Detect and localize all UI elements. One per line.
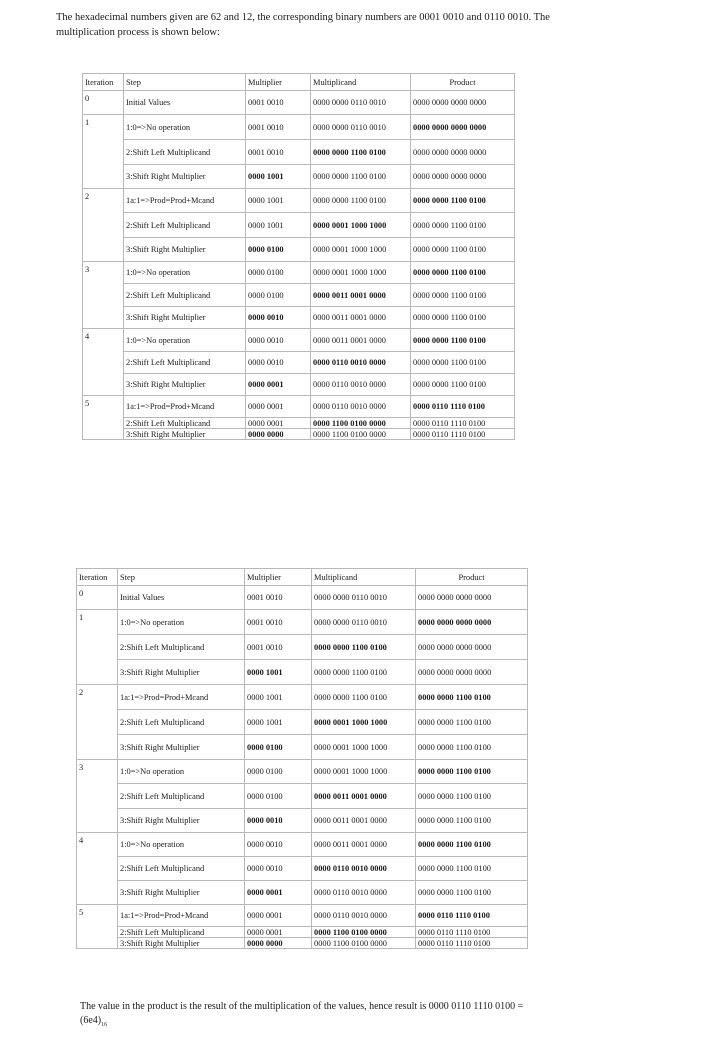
step-cell: 3:Shift Right Multiplier <box>118 809 245 833</box>
multiplicand-cell: 0000 0000 1100 0100 <box>312 635 416 660</box>
product-cell: 0000 0000 1100 0100 <box>416 784 528 809</box>
table-row <box>83 429 515 440</box>
header-step: Step <box>118 569 245 586</box>
step-cell: 2:Shift Left Multiplicand <box>118 857 245 881</box>
multiplicand-cell: 0000 0000 0110 0010 <box>312 610 416 635</box>
product-cell: 0000 0000 0000 0000 <box>416 660 528 685</box>
table-row <box>83 284 515 307</box>
table-row <box>77 881 528 905</box>
base-subscript: 16 <box>101 1022 108 1028</box>
product-cell: 0000 0000 0000 0000 <box>411 91 515 115</box>
multiplier-cell: 0000 0001 <box>245 881 312 905</box>
multiplicand-cell: 0000 1100 0100 0000 <box>311 418 411 429</box>
step-cell: 3:Shift Right Multiplier <box>124 165 246 189</box>
table-body <box>83 74 515 440</box>
multiplier-cell: 0000 0010 <box>245 809 312 833</box>
product-cell: 0000 0110 1110 0100 <box>416 938 528 949</box>
multiplicand-cell: 0000 0000 0110 0010 <box>311 91 411 115</box>
table-row <box>77 635 528 660</box>
multiplicand-cell: 0000 0110 0010 0000 <box>311 352 411 374</box>
iteration-number: 3 <box>83 262 124 329</box>
product-cell: 0000 0000 1100 0100 <box>411 352 515 374</box>
product-cell: 0000 0000 1100 0100 <box>416 833 528 857</box>
multiplicand-cell: 0000 0001 1000 1000 <box>312 735 416 760</box>
step-cell: 2:Shift Left Multiplicand <box>118 784 245 809</box>
product-cell: 0000 0000 1100 0100 <box>416 735 528 760</box>
step-cell: 1:0=>No operation <box>118 833 245 857</box>
multiplicand-cell: 0000 0001 1000 1000 <box>311 238 411 262</box>
multiplicand-cell: 0000 1100 0100 0000 <box>312 938 416 949</box>
step-cell: 2:Shift Left Multiplicand <box>124 418 246 429</box>
multiplier-cell: 0000 0100 <box>246 238 311 262</box>
table-row <box>83 307 515 329</box>
step-cell: 2:Shift Left Multiplicand <box>124 140 246 165</box>
multiplicand-cell: 0000 0000 1100 0100 <box>311 140 411 165</box>
multiplier-cell: 0000 1001 <box>245 660 312 685</box>
step-cell: 2:Shift Left Multiplicand <box>118 927 245 938</box>
multiplicand-cell: 0000 1100 0100 0000 <box>311 429 411 440</box>
iteration-number: 4 <box>83 329 124 396</box>
step-cell: 2:Shift Left Multiplicand <box>124 352 246 374</box>
multiplier-cell: 0000 0010 <box>245 857 312 881</box>
header-multiplier: Multiplier <box>245 569 312 586</box>
product-cell: 0000 0110 1110 0100 <box>411 429 515 440</box>
iteration-number: 2 <box>83 189 124 262</box>
multiplier-cell: 0000 0010 <box>246 307 311 329</box>
table-row <box>83 374 515 396</box>
multiplicand-cell: 0000 0000 1100 0100 <box>311 165 411 189</box>
iteration-number: 1 <box>77 610 118 685</box>
multiplicand-cell: 0000 0000 1100 0100 <box>311 189 411 213</box>
table-row <box>77 905 528 927</box>
step-cell: 3:Shift Right Multiplier <box>124 429 246 440</box>
step-cell: 3:Shift Right Multiplier <box>124 238 246 262</box>
product-cell: 0000 0110 1110 0100 <box>416 927 528 938</box>
multiplier-cell: 0001 0010 <box>246 140 311 165</box>
step-cell: 3:Shift Right Multiplier <box>118 881 245 905</box>
multiplicand-cell: 0000 1100 0100 0000 <box>312 927 416 938</box>
step-cell: 2:Shift Left Multiplicand <box>118 710 245 735</box>
product-cell: 0000 0000 0000 0000 <box>416 610 528 635</box>
product-cell: 0000 0000 1100 0100 <box>416 881 528 905</box>
multiplier-cell: 0000 0001 <box>246 374 311 396</box>
multiplier-cell: 0001 0010 <box>246 115 311 140</box>
multiplier-cell: 0000 1001 <box>246 213 311 238</box>
multiplicand-cell: 0000 0011 0001 0000 <box>311 284 411 307</box>
table-row <box>83 140 515 165</box>
multiplicand-cell: 0000 0000 0110 0010 <box>311 115 411 140</box>
iteration-number: 2 <box>77 685 118 760</box>
header-row <box>77 569 528 586</box>
step-cell: 3:Shift Right Multiplier <box>118 735 245 760</box>
multiplier-cell: 0001 0010 <box>246 91 311 115</box>
multiplication-table-2 <box>76 568 528 949</box>
product-cell: 0000 0000 1100 0100 <box>416 809 528 833</box>
iteration-number: 4 <box>77 833 118 905</box>
iteration-number: 3 <box>77 760 118 833</box>
product-cell: 0000 0000 1100 0100 <box>411 213 515 238</box>
table-row <box>83 329 515 352</box>
header-product: Product <box>416 569 528 586</box>
header-multiplicand: Multiplicand <box>311 74 411 91</box>
product-cell: 0000 0000 0000 0000 <box>411 140 515 165</box>
multiplier-cell: 0000 0100 <box>245 735 312 760</box>
multiplier-cell: 0000 0010 <box>246 352 311 374</box>
multiplier-cell: 0000 0000 <box>245 938 312 949</box>
multiplicand-cell: 0000 0011 0001 0000 <box>312 809 416 833</box>
multiplicand-cell: 0000 0110 0010 0000 <box>312 881 416 905</box>
product-cell: 0000 0000 1100 0100 <box>416 760 528 784</box>
table-row <box>77 710 528 735</box>
multiplicand-cell: 0000 0011 0001 0000 <box>311 329 411 352</box>
step-cell: 3:Shift Right Multiplier <box>118 660 245 685</box>
header-product: Product <box>411 74 515 91</box>
table-row <box>77 784 528 809</box>
product-cell: 0000 0000 1100 0100 <box>411 189 515 213</box>
product-cell: 0000 0110 1110 0100 <box>416 905 528 927</box>
step-cell: 1a:1=>Prod=Prod+Mcand <box>118 685 245 710</box>
multiplicand-cell: 0000 0110 0010 0000 <box>312 905 416 927</box>
multiplier-cell: 0000 0100 <box>246 284 311 307</box>
multiplier-cell: 0000 1001 <box>246 165 311 189</box>
iteration-number: 0 <box>83 91 124 115</box>
multiplicand-cell: 0000 0001 1000 1000 <box>312 710 416 735</box>
step-cell: 1a:1=>Prod=Prod+Mcand <box>124 189 246 213</box>
iteration-number: 5 <box>83 396 124 440</box>
header-iteration: Iteration <box>83 74 124 91</box>
iteration-number: 1 <box>83 115 124 189</box>
product-cell: 0000 0000 1100 0100 <box>411 374 515 396</box>
step-cell: 2:Shift Left Multiplicand <box>124 284 246 307</box>
header-row <box>83 74 515 91</box>
product-cell: 0000 0000 0000 0000 <box>416 586 528 610</box>
table-row <box>83 91 515 115</box>
header-multiplicand: Multiplicand <box>312 569 416 586</box>
multiplier-cell: 0000 0100 <box>245 760 312 784</box>
multiplicand-cell: 0000 0000 1100 0100 <box>312 660 416 685</box>
table-row <box>77 586 528 610</box>
multiplier-cell: 0000 1001 <box>245 685 312 710</box>
multiplicand-cell: 0000 0011 0001 0000 <box>312 833 416 857</box>
header-step: Step <box>124 74 246 91</box>
multiplier-cell: 0000 0000 <box>246 429 311 440</box>
multiplicand-cell: 0000 0001 1000 1000 <box>311 262 411 284</box>
step-cell: 1:0=>No operation <box>124 262 246 284</box>
table-row <box>83 189 515 213</box>
table-row <box>77 760 528 784</box>
multiplier-cell: 0000 0010 <box>245 833 312 857</box>
conclusion-paragraph <box>80 1000 550 1032</box>
table-row <box>77 610 528 635</box>
product-cell: 0000 0110 1110 0100 <box>411 396 515 418</box>
product-cell: 0000 0000 1100 0100 <box>411 262 515 284</box>
step-cell: Initial Values <box>124 91 246 115</box>
multiplicand-cell: 0000 0110 0010 0000 <box>311 396 411 418</box>
table-row <box>77 685 528 710</box>
product-cell: 0000 0000 1100 0100 <box>411 284 515 307</box>
table-row <box>83 213 515 238</box>
product-cell: 0000 0000 0000 0000 <box>411 115 515 140</box>
step-cell: 1a:1=>Prod=Prod+Mcand <box>124 396 246 418</box>
table-row <box>77 938 528 949</box>
table-row <box>77 927 528 938</box>
multiplication-table-1 <box>82 73 515 440</box>
multiplicand-cell: 0000 0001 1000 1000 <box>311 213 411 238</box>
step-cell: 1a:1=>Prod=Prod+Mcand <box>118 905 245 927</box>
multiplier-cell: 0001 0010 <box>245 610 312 635</box>
step-cell: 1:0=>No operation <box>118 610 245 635</box>
table-row <box>83 396 515 418</box>
conclusion-text: The value in the product is the result of the multiplication of the values, hence result is 0000 0110 1110 0100 = (6e4) <box>80 1001 524 1026</box>
step-cell: 2:Shift Left Multiplicand <box>124 213 246 238</box>
product-cell: 0000 0000 1100 0100 <box>411 238 515 262</box>
product-cell: 0000 0000 1100 0100 <box>416 710 528 735</box>
multiplicand-cell: 0000 0110 0010 0000 <box>312 857 416 881</box>
table-row <box>83 238 515 262</box>
multiplier-cell: 0001 0010 <box>245 586 312 610</box>
product-cell: 0000 0000 1100 0100 <box>411 329 515 352</box>
step-cell: 2:Shift Left Multiplicand <box>118 635 245 660</box>
multiplier-cell: 0000 0010 <box>246 329 311 352</box>
header-iteration: Iteration <box>77 569 118 586</box>
intro-paragraph: The hexadecimal numbers given are 62 and 12, the corresponding binary numbers are 0001 0010 and 0110 0010. The multiplication process is shown below: <box>56 12 550 38</box>
multiplier-cell: 0000 1001 <box>246 189 311 213</box>
step-cell: 1:0=>No operation <box>118 760 245 784</box>
table-row <box>83 352 515 374</box>
product-cell: 0000 0110 1110 0100 <box>411 418 515 429</box>
multiplicand-cell: 0000 0001 1000 1000 <box>312 760 416 784</box>
multiplicand-cell: 0000 0000 1100 0100 <box>312 685 416 710</box>
header-multiplier: Multiplier <box>246 74 311 91</box>
iteration-number: 0 <box>77 586 118 610</box>
table-row <box>77 660 528 685</box>
multiplier-cell: 0000 1001 <box>245 710 312 735</box>
multiplier-cell: 0001 0010 <box>245 635 312 660</box>
table-row <box>77 809 528 833</box>
table-row <box>77 735 528 760</box>
multiplicand-cell: 0000 0000 0110 0010 <box>312 586 416 610</box>
table-row <box>77 833 528 857</box>
product-cell: 0000 0000 0000 0000 <box>411 165 515 189</box>
table-row <box>83 418 515 429</box>
multiplier-cell: 0000 0100 <box>246 262 311 284</box>
multiplier-cell: 0000 0100 <box>245 784 312 809</box>
table-row <box>83 165 515 189</box>
multiplier-cell: 0000 0001 <box>246 396 311 418</box>
iteration-number: 5 <box>77 905 118 949</box>
step-cell: Initial Values <box>118 586 245 610</box>
table-row <box>83 115 515 140</box>
multiplicand-cell: 0000 0011 0001 0000 <box>311 307 411 329</box>
product-cell: 0000 0000 1100 0100 <box>411 307 515 329</box>
step-cell: 1:0=>No operation <box>124 329 246 352</box>
table-row <box>77 857 528 881</box>
multiplicand-cell: 0000 0110 0010 0000 <box>311 374 411 396</box>
step-cell: 1:0=>No operation <box>124 115 246 140</box>
table-body <box>77 569 528 949</box>
product-cell: 0000 0000 1100 0100 <box>416 857 528 881</box>
multiplier-cell: 0000 0001 <box>245 927 312 938</box>
step-cell: 3:Shift Right Multiplier <box>124 307 246 329</box>
step-cell: 3:Shift Right Multiplier <box>124 374 246 396</box>
table-row <box>83 262 515 284</box>
multiplier-cell: 0000 0001 <box>246 418 311 429</box>
product-cell: 0000 0000 0000 0000 <box>416 635 528 660</box>
multiplicand-cell: 0000 0011 0001 0000 <box>312 784 416 809</box>
multiplier-cell: 0000 0001 <box>245 905 312 927</box>
step-cell: 3:Shift Right Multiplier <box>118 938 245 949</box>
product-cell: 0000 0000 1100 0100 <box>416 685 528 710</box>
